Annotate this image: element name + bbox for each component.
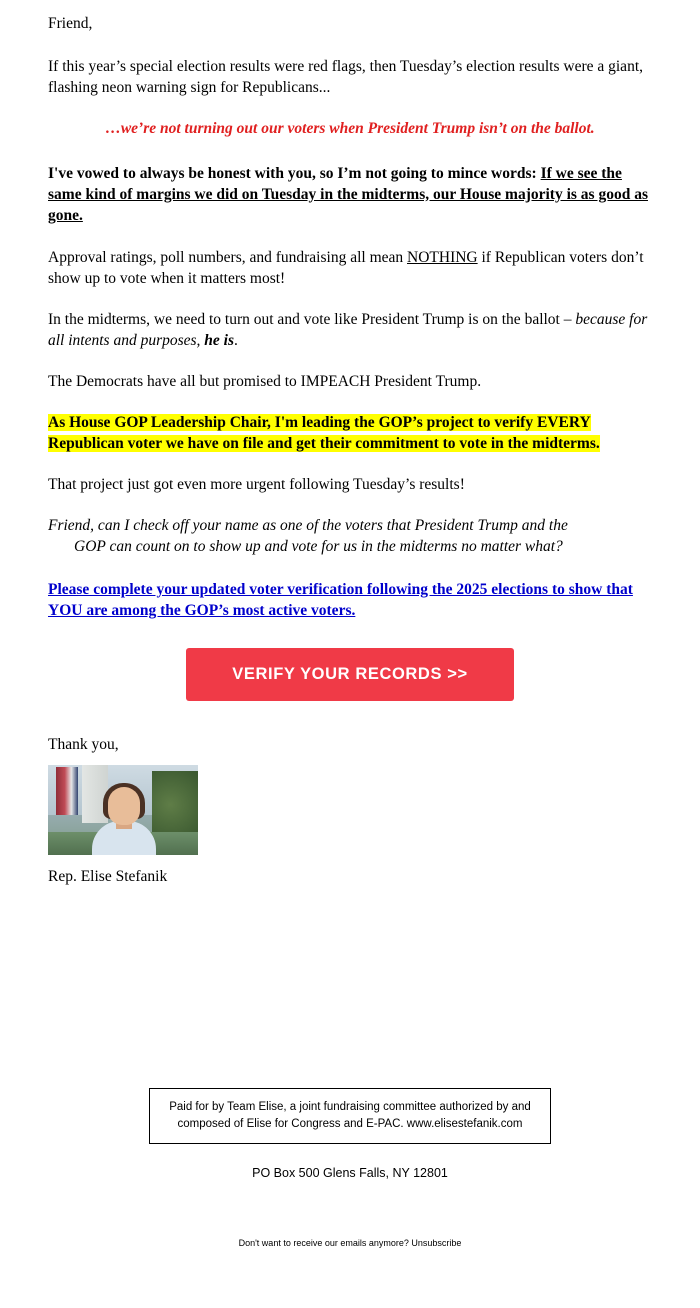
paragraph-3-bold-italic: he is xyxy=(204,332,235,350)
paragraph-3-part-a: In the midterms, we need to turn out and vote like President Trump is on the ballot – xyxy=(48,311,576,329)
verify-records-button[interactable]: VERIFY YOUR RECORDS >> xyxy=(186,648,513,701)
paragraph-2-part-a: Approval ratings, poll numbers, and fundraising all mean xyxy=(48,249,408,267)
paragraph-1: If this year’s special election results were red flags, then Tuesday’s election results were a giant, flashing neon warning sign for Republicans... xyxy=(48,57,643,96)
voter-verification-link[interactable]: Please complete your updated voter verification following the 2025 elections to show that YOU are among the GOP’s most active voters. xyxy=(48,580,633,619)
email-footer xyxy=(48,1088,652,1247)
bold-underlined-text: If we see the same kind of margins we did on Tuesday in the midterms, our House majority is as good as gone. xyxy=(48,164,648,224)
unsubscribe-row xyxy=(48,1238,652,1248)
highlighted-paragraph-wrapper xyxy=(48,413,652,455)
signature-name: Rep. Elise Stefanik xyxy=(48,868,168,886)
greeting: Friend, xyxy=(48,15,93,32)
paid-for-by-disclaimer: Paid for by Team Elise, a joint fundraising committee authorized by and composed of Elise for Congress and E-PAC. www.elisestefanik.com xyxy=(149,1088,551,1143)
question-paragraph xyxy=(48,516,652,558)
question-line-2: GOP can count on to show up and vote for us in the midterms no matter what? xyxy=(74,537,563,555)
paragraph-3-part-c: . xyxy=(234,332,238,350)
paragraph-3-italic: because for all intents and purposes, xyxy=(48,311,648,350)
bold-lead-text: I've vowed to always be honest with you, so I’m not going to mince words: xyxy=(48,164,541,182)
cta-button-row xyxy=(48,648,652,701)
paragraph-3 xyxy=(48,310,652,352)
highlighted-paragraph: As House GOP Leadership Chair, I'm leading the GOP’s project to verify EVERY Republican voter we have on file and get their commitment to vote in the midterms. xyxy=(48,414,600,452)
red-emphasis-period: . xyxy=(590,119,595,137)
red-emphasis-text: …we’re not turning out our voters when President Trump isn’t on the ballot xyxy=(105,119,591,137)
red-emphasis-line xyxy=(62,119,638,140)
american-flag-icon xyxy=(56,767,78,815)
portrait-face xyxy=(108,787,140,825)
mailing-address: PO Box 500 Glens Falls, NY 12801 xyxy=(252,1165,448,1180)
bold-warning-paragraph xyxy=(48,164,652,227)
thank-you-line: Thank you, xyxy=(48,735,119,753)
paragraph-2-emphasis: NOTHING xyxy=(407,249,478,267)
paragraph-2-part-b: if Republican voters don’t show up to vote when it matters most! xyxy=(48,249,644,288)
paragraph-2 xyxy=(48,248,652,290)
paragraph-5: That project just got even more urgent following Tuesday’s results! xyxy=(48,475,465,493)
unsubscribe-text: Don't want to receive our emails anymore? xyxy=(238,1237,412,1248)
paragraph-4: The Democrats have all but promised to IMPEACH President Trump. xyxy=(48,373,482,391)
elise-stefanik-portrait-image xyxy=(48,765,198,855)
unsubscribe-link[interactable]: Unsubscribe xyxy=(411,1237,462,1248)
question-line-1: Friend, can I check off your name as one of the voters that President Trump and the xyxy=(48,516,568,534)
